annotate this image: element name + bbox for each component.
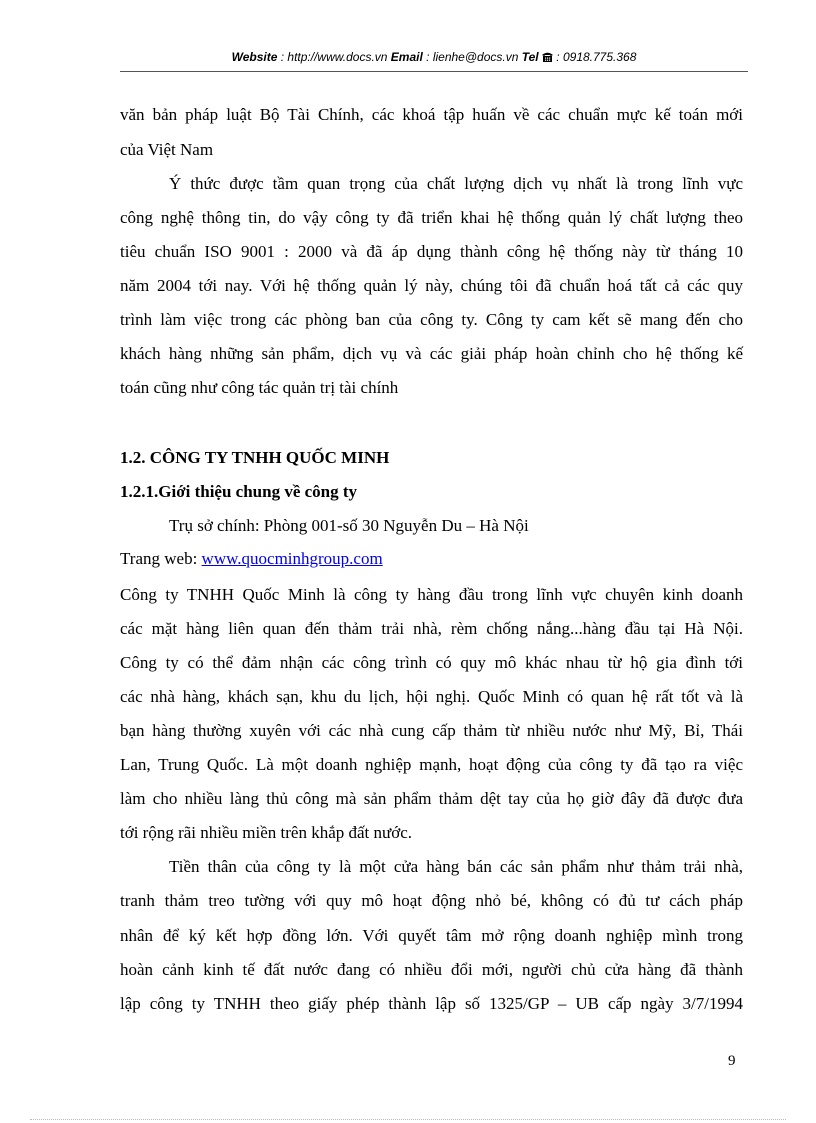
page-header [120,50,748,64]
paragraph-line: các nhà hàng, khách sạn, khu du lịch, hội nghị. Quốc Minh có quan hệ rất tốt và là [120,687,743,706]
header-divider [120,71,748,72]
email-value: : lienhe@docs.vn [422,50,522,64]
website-label: Website [231,50,278,64]
tel-label: Tel [521,50,539,64]
company-website-link[interactable]: www.quocminhgroup.com [201,549,383,568]
page-number: 9 [728,1053,736,1069]
paragraph-line: khách hàng những sản phẩm, dịch vụ và các giải pháp hoàn chỉnh cho hệ thống kế [120,344,743,363]
website-line [120,548,743,570]
paragraph-line: Ý thức được tầm quan trọng của chất lượng dịch vụ nhất là trong lĩnh vực [169,174,743,193]
website-line-label: Trang web: [120,549,202,568]
paragraph-line: hoàn cảnh kinh tế đất nước đang có nhiều đổi mới, người chủ cửa hàng đã thành [120,960,743,979]
section-heading: 1.2. CÔNG TY TNHH QUỐC MINH [120,448,390,467]
paragraph-line: toán cũng như công tác quản trị tài chính [120,378,399,397]
email-label: Email [390,50,423,64]
page-bottom-border [30,1119,786,1120]
paragraph-line: các mặt hàng liên quan đến thảm trải nhà, rèm chống nắng...hàng đầu tại Hà Nội. [120,619,743,638]
paragraph-line: Lan, Trung Quốc. Là một doanh nghiệp mạnh, hoạt động của công ty đã tạo ra việc [120,755,743,774]
paragraph-line: Công ty TNHH Quốc Minh là công ty hàng đầu trong lĩnh vực chuyên kinh doanh [120,585,743,604]
paragraph-line: công nghệ thông tin, do vậy công ty đã triển khai hệ thống quản lý chất lượng theo [120,208,743,227]
paragraph-line: tranh thảm treo tường với quy mô hoạt động nhỏ bé, không có đủ tư cách pháp [120,891,743,910]
paragraph-line: Công ty có thể đảm nhận các công trình có quy mô khác nhau từ hộ gia đình tới [120,653,743,672]
paragraph-line: của Việt Nam [120,140,214,159]
paragraph-line: bạn hàng thường xuyên với các nhà cung cấp thảm từ nhiều nước như Mỹ, Bỉ, Thái [120,721,743,740]
website-value: : http://www.docs.vn [277,50,391,64]
paragraph-line: làm cho nhiều làng thủ công mà sản phẩm thảm dệt tay của họ giờ đây đã được đưa [120,789,743,808]
tel-value: : 0918.775.368 [552,50,637,64]
paragraph-line: tiêu chuẩn ISO 9001 : 2000 và đã áp dụng thành công hệ thống này từ tháng 10 [120,242,743,261]
paragraph-line: nhân để ký kết hợp đồng lớn. Với quyết tâm mở rộng doanh nghiệp mình trong [120,926,743,945]
paragraph-line: trình làm việc trong các phòng ban của công ty. Công ty cam kết sẽ mang đến cho [120,310,743,329]
paragraph-line: Tiền thân của công ty là một cửa hàng bán các sản phẩm như thảm trải nhà, [169,857,743,876]
paragraph-line: năm 2004 tới nay. Với hệ thống quản lý này, chúng tôi đã chuẩn hoá tất cả các quy [120,276,743,295]
paragraph-line: tới rộng rãi nhiều miền trên khắp đất nước. [120,823,413,842]
paragraph-line: văn bản pháp luật Bộ Tài Chính, các khoá tập huấn về các chuẩn mực kế toán mới [120,105,743,124]
phone-icon [542,52,553,62]
subsection-heading: 1.2.1.Giới thiệu chung về công ty [120,482,358,501]
paragraph-line: lập công ty TNHH theo giấy phép thành lập số 1325/GP – UB cấp ngày 3/7/1994 [120,994,743,1013]
head-office-line: Trụ sở chính: Phòng 001-số 30 Nguyễn Du – Hà Nội [169,516,529,535]
